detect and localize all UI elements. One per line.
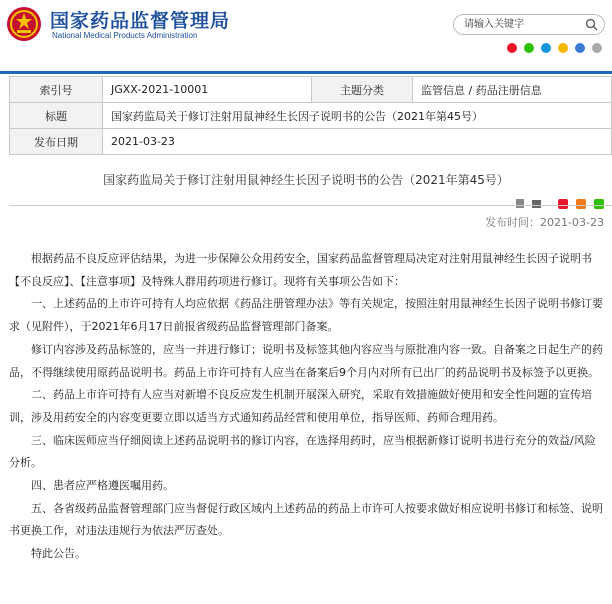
qq-icon[interactable]	[541, 43, 551, 53]
date-value: 2021-03-23	[103, 129, 612, 155]
mail-icon[interactable]	[575, 43, 585, 53]
paragraph: 根据药品不良反应评估结果，为进一步保障公众用药安全，国家药品监督管理局决定对注射用鼠神经生长因子说明书【不良反应】、【注意事项】及特殊人群用药项进行修订。现将有关事项公告如下：	[9, 252, 592, 288]
search-input[interactable]	[464, 16, 576, 32]
article-title: 国家药监局关于修订注射用鼠神经生长因子说明书的公告（2021年第45号）	[103, 173, 509, 187]
site-logo-subtitle: National Medical Products Administration	[52, 31, 198, 40]
site-header	[0, 0, 612, 62]
date-label: 发布日期	[10, 129, 103, 155]
category-label: 主题分类	[312, 77, 413, 103]
site-logo-title[interactable]: 国家药品监督管理局	[50, 10, 231, 32]
printer-icon[interactable]	[532, 200, 541, 208]
category-value: 监管信息 / 药品注册信息	[413, 77, 612, 103]
weibo-icon[interactable]	[558, 199, 568, 209]
wechat-icon[interactable]	[524, 43, 534, 53]
article-body	[9, 248, 605, 566]
title-value: 国家药监局关于修订注射用鼠神经生长因子说明书的公告（2021年第45号）	[103, 103, 612, 129]
paragraph: 修订内容涉及药品标签的，应当一并进行修订；说明书及标签其他内容应当与原批准内容一致。自备案之日起生产的药品，不得继续使用原药品说明书。药品上市许可持有人应当在备案后9个月内对所有已出厂的药品说明书及标签予以更换。	[9, 342, 603, 379]
share-icons	[507, 37, 604, 49]
article-tools	[516, 193, 607, 205]
weibo-icon[interactable]	[507, 43, 517, 53]
qq-icon[interactable]	[576, 199, 586, 209]
publish-time: 发布时间：2021-03-23	[485, 216, 604, 229]
paragraph: 特此公告。	[31, 547, 86, 561]
qzone-icon[interactable]	[558, 43, 568, 53]
paragraph: 四、患者应严格遵医嘱用药。	[31, 479, 174, 493]
paragraph: 五、各省级药品监督管理部门应当督促行政区域内上述药品的药品上市许可人按要求做好相应说明书修订和标签、说明书更换工作，对违法违规行为依法严厉查处。	[9, 501, 603, 538]
search-box	[453, 14, 605, 35]
paragraph: 二、药品上市许可持有人应当对新增不良反应发生机制开展深入研究，采取有效措施做好使用和安全性问题的宣传培训，涉及用药安全的内容变更要立即以适当方式通知药品经营和使用单位，指导医师、药师合理用药。	[9, 388, 592, 424]
paragraph: 一、上述药品的上市许可持有人均应依据《药品注册管理办法》等有关规定，按照注射用鼠神经生长因子说明书修订要求（见附件），于2021年6月17日前报省级药品监督管理部门备案。	[9, 297, 603, 334]
index-label: 索引号	[10, 77, 103, 103]
search-icon[interactable]	[585, 18, 598, 31]
wechat-icon[interactable]	[594, 199, 604, 209]
title-underline	[9, 205, 612, 206]
paragraph: 三、临床医师应当仔细阅读上述药品说明书的修订内容，在选择用药时，应当根据新修订说明书进行充分的效益/风险分析。	[9, 433, 596, 470]
plus-icon[interactable]	[592, 43, 602, 53]
info-table	[9, 76, 612, 155]
print-icon[interactable]	[516, 199, 524, 208]
national-emblem-icon[interactable]	[6, 6, 42, 42]
title-label: 标题	[10, 103, 103, 129]
header-divider	[0, 71, 612, 74]
index-value: JGXX-2021-10001	[103, 77, 312, 103]
